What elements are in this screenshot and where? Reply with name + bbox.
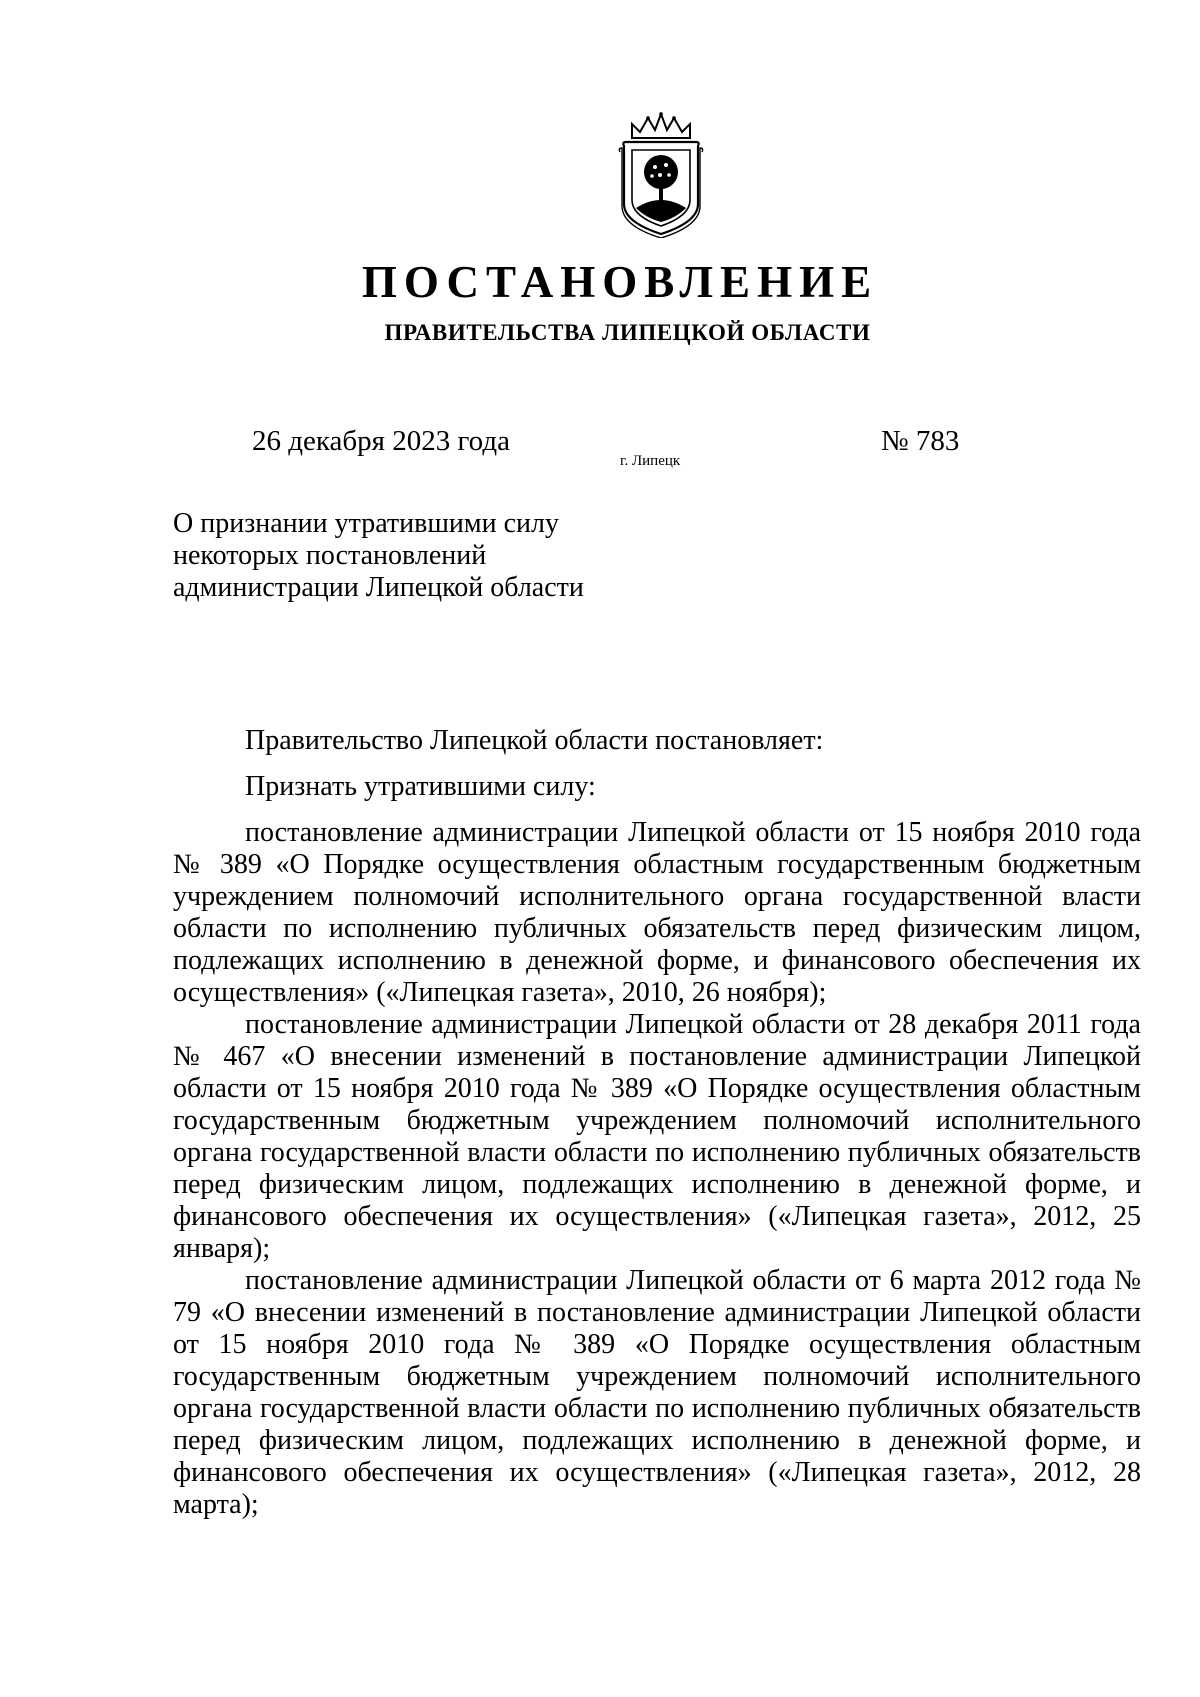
body-paragraph: постановление администрации Липецкой области от 6 марта 2012 года № 79 «О внесении изменений в постановление администрации Липецкой области от 15 ноября 2010 года № 389 «О Порядке осуществления областным государственным бюджетным учреждением полномочий исполнительного органа государственной власти области по исполнению публичных обязательств перед физическим лицом, подлежащих исполнению в денежной форме, и финансового обеспечения их осуществления» («Липецкая газета», 2012, 28 марта);	[173, 1265, 1141, 1520]
body-paragraph: постановление администрации Липецкой области от 15 ноября 2010 года № 389 «О Порядке осуществления областным государственным бюджетным учреждением полномочий исполнительного органа государственной власти области по исполнению публичных обязательств перед физическим лицом, подлежащих исполнению в денежной форме, и финансового обеспечения их осуществления» («Липецкая газета», 2010, 26 ноября);	[173, 817, 1141, 1008]
document-body	[173, 725, 1141, 1521]
body-paragraph: постановление администрации Липецкой области от 28 декабря 2011 года № 467 «О внесении изменений в постановление администрации Липецкой области от 15 ноября 2010 года № 389 «О Порядке осуществления областным государственным бюджетным учреждением полномочий исполнительного органа государственной власти области по исполнению публичных обязательств перед физическим лицом, подлежащих исполнению в денежной форме, и финансового обеспечения их осуществления» («Липецкая газета», 2012, 25 января);	[173, 1009, 1141, 1264]
body-intro: Правительство Липецкой области постановляет:	[245, 725, 824, 756]
document-city: г. Липецк	[620, 453, 681, 469]
heading-line: администрации Липецкой области	[173, 572, 584, 603]
coat-of-arms-icon	[618, 112, 704, 238]
document-title: ПОСТАНОВЛЕНИЕ	[361, 257, 879, 307]
heading-line: О признании утратившими силу	[173, 508, 559, 539]
document-subtitle: ПРАВИТЕЛЬСТВА ЛИПЕЦКОЙ ОБЛАСТИ	[384, 320, 871, 345]
heading-line: некоторых постановлений	[173, 540, 487, 571]
document-heading	[173, 508, 584, 604]
document-number: № 783	[881, 425, 960, 457]
body-intro: Признать утратившими силу:	[245, 771, 596, 802]
document-date: 26 декабря 2023 года	[252, 425, 510, 457]
